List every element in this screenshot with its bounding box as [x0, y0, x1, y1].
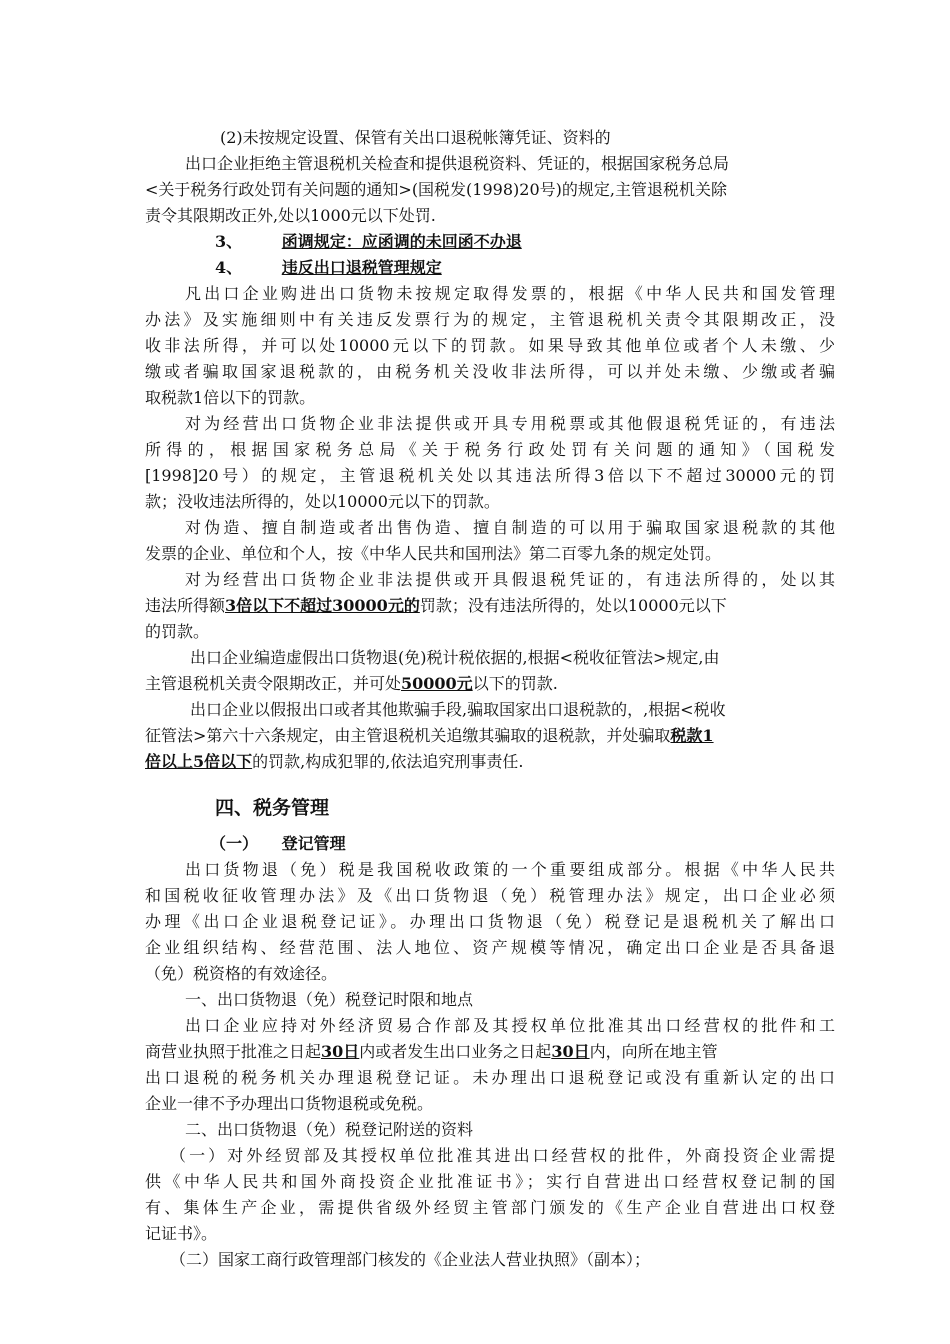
paragraph-line: （一）对外经贸部及其授权单位批准其进出口经营权的批件，外商投资企业需提	[170, 1146, 835, 1165]
paragraph-line: 办法》及实施细则中有关违反发票行为的规定，主管退税机关责令其限期改正，没	[145, 310, 835, 329]
paragraph-line: 记证书》。	[145, 1224, 218, 1243]
subsection-number: （一）	[210, 834, 259, 853]
list-item-2: (2)未按规定设置、保管有关出口退税帐簿凭证、资料的	[220, 128, 611, 147]
emphasis-text: 税款1	[670, 726, 714, 745]
paragraph-line: 出口企业应持对外经济贸易合作部及其授权单位批准其出口经营权的批件和工	[185, 1016, 835, 1035]
paragraph-line: 对伪造、擅自制造或者出售伪造、擅自制造的可以用于骗取国家退税款的其他	[185, 518, 835, 537]
item-3-heading	[215, 229, 905, 255]
paragraph-line: 办理《出口企业退税登记证》。办理出口货物退（免）税登记是退税机关了解出口	[145, 912, 835, 931]
paragraph-line: 发票的企业、单位和个人，按《中华人民共和国刑法》第二百零九条的规定处罚。	[145, 544, 722, 563]
paragraph-line: （二）国家工商行政管理部门核发的《企业法人营业执照》（副本）；	[170, 1250, 651, 1269]
paragraph-line: 的罚款。	[145, 622, 210, 641]
paragraph-line	[145, 749, 835, 775]
item-title: 函调规定：应函调的未回函不办退	[281, 232, 522, 251]
text-span: 商营业执照于批准之日起	[145, 1042, 322, 1061]
text-span: 征管法>第六十六条规定，由主管退税机关追缴其骗取的退税款，并处骗取	[145, 726, 671, 745]
paragraph-line: 对为经营出口货物企业非法提供或开具假退税凭证的，有违法所得的，处以其	[185, 570, 835, 589]
point-heading: 二、出口货物退（免）税登记附送的资料	[185, 1120, 474, 1139]
item-number: 4、	[215, 258, 243, 277]
section-heading: 四、税务管理	[215, 797, 330, 819]
item-4-heading	[215, 255, 905, 281]
paragraph-line: <关于税务行政处罚有关问题的通知>(国税发(1998)20号)的规定,主管退税机关除	[145, 180, 727, 199]
emphasis-text: 30日	[551, 1042, 590, 1061]
paragraph-line: 收非法所得，并可以处10000元以下的罚款。如果导致其他单位或者个人未缴、少	[145, 336, 835, 355]
text-span: 以下的罚款.	[472, 674, 558, 693]
paragraph-line: 和国税收征收管理办法》及《出口货物退（免）税管理办法》规定，出口企业必须	[145, 886, 835, 905]
paragraph-line: 出口货物退（免）税是我国税收政策的一个重要组成部分。根据《中华人民共	[185, 860, 835, 879]
emphasis-text: 50000元	[401, 674, 473, 693]
point-heading: 一、出口货物退（免）税登记时限和地点	[185, 990, 474, 1009]
paragraph-line: 缴或者骗取国家退税款的，由税务机关没收非法所得，可以并处未缴、少缴或者骗	[145, 362, 835, 381]
emphasis-text: 30日	[321, 1042, 360, 1061]
paragraph-line: 出口企业以假报出口或者其他欺骗手段,骗取国家出口退税款的，,根据<税收	[190, 700, 726, 719]
text-span: 内，向所在地主管	[589, 1042, 718, 1061]
paragraph-line: [1998]20号）的规定，主管退税机关处以其违法所得3倍以下不超过30000元的罚	[145, 466, 835, 485]
item-number: 3、	[215, 232, 243, 251]
subsection-title: 登记管理	[281, 834, 346, 853]
text-span: 罚款；没有违法所得的，处以10000元以下	[419, 596, 727, 615]
paragraph-line: 有、集体生产企业，需提供省级外经贸主管部门颁发的《生产企业自营进出口权登	[145, 1198, 835, 1217]
item-title: 违反出口退税管理规定	[281, 258, 442, 277]
paragraph-line	[145, 723, 835, 749]
paragraph-line: 取税款1倍以下的罚款。	[145, 388, 316, 407]
emphasis-text: 倍以上5倍以下	[145, 752, 253, 771]
text-span: 内或者发生出口业务之日起	[359, 1042, 552, 1061]
paragraph-line: 所得的，根据国家税务总局《关于税务行政处罚有关问题的通知》（国税发	[145, 440, 835, 459]
paragraph-line: （免）税资格的有效途径。	[145, 964, 338, 983]
paragraph-line: 企业一律不予办理出口货物退税或免税。	[145, 1094, 434, 1113]
paragraph-line: 企业组织结构、经营范围、法人地位、资产规模等情况，确定出口企业是否具备退	[145, 938, 835, 957]
paragraph-line: 款；没收违法所得的，处以10000元以下的罚款。	[145, 492, 500, 511]
paragraph-line	[145, 671, 835, 697]
paragraph-line: 供《中华人民共和国外商投资企业批准证书》；实行自营进出口经营权登记制的国	[145, 1172, 835, 1191]
paragraph-line: 责令其限期改正外,处以1000元以下处罚.	[145, 206, 436, 225]
text-span: 的罚款,构成犯罪的,依法追究刑事责任.	[252, 752, 524, 771]
paragraph-line	[145, 1039, 835, 1065]
paragraph-line: 出口退税的税务机关办理退税登记证。未办理出口退税登记或没有重新认定的出口	[145, 1068, 835, 1087]
paragraph-line: 出口企业拒绝主管退税机关检查和提供退税资料、凭证的，根据国家税务总局	[185, 154, 730, 173]
paragraph-line: 对为经营出口货物企业非法提供或开具专用税票或其他假退税凭证的，有违法	[185, 414, 835, 433]
subsection-heading	[210, 831, 900, 857]
text-span: 主管退税机关责令限期改正，并可处	[145, 674, 402, 693]
emphasis-text: 3倍以下不超过30000元的	[225, 596, 420, 615]
paragraph-line	[145, 593, 835, 619]
text-span: 违法所得额	[145, 596, 226, 615]
paragraph-line: 凡出口企业购进出口货物未按规定取得发票的，根据《中华人民共和国发管理	[185, 284, 835, 303]
paragraph-line: 出口企业编造虚假出口货物退(免)税计税依据的,根据<税收征管法>规定,由	[190, 648, 720, 667]
